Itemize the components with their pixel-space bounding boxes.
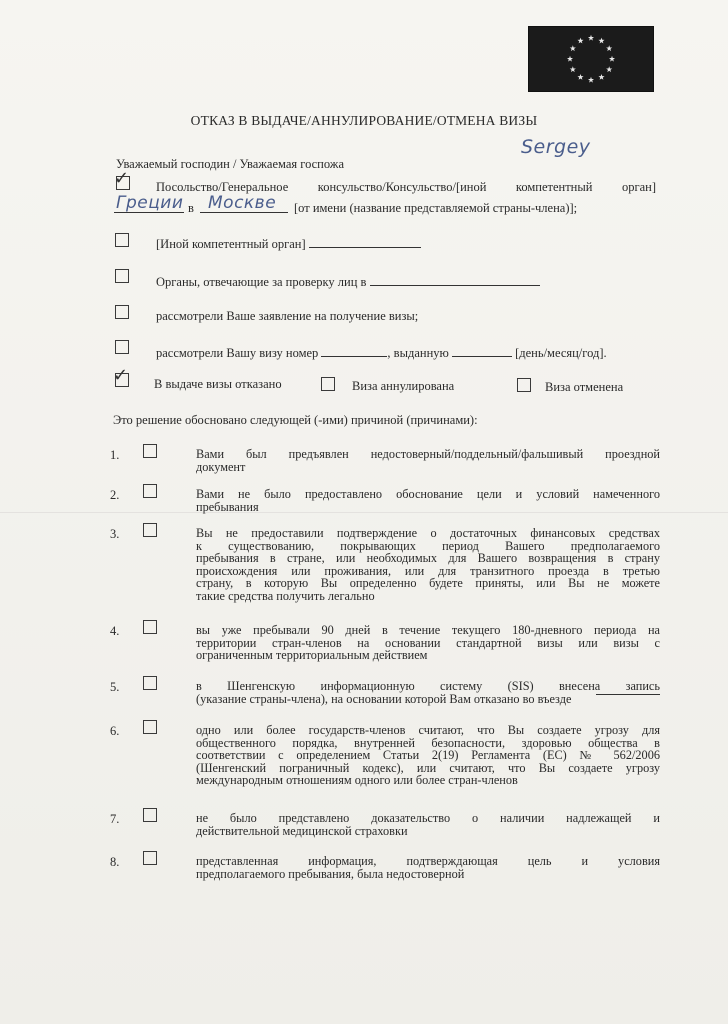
reason-text [196,680,660,705]
reason-text-line: страну, в которую Вы определенно будете приняты, или Вы не можете [196,576,660,590]
reason-checkbox[interactable] [143,808,157,822]
revoked-checkbox[interactable] [517,378,531,392]
annulled-checkbox[interactable] [321,377,335,391]
eu-star-icon [567,56,573,62]
eu-star-icon [609,56,615,62]
reason-text-line: не было представлено доказательство о наличии надлежащей и [196,811,660,825]
reason-number: 3. [110,527,120,541]
other-authority-checkbox[interactable] [115,233,129,247]
reason-number: 4. [110,624,120,638]
reason-checkbox[interactable] [143,676,157,690]
reason-text-line: Вами был предъявлен недостоверный/поддельный/фальшивый проездной [196,447,660,461]
reason-number: 5. [110,680,120,694]
reason-text [196,448,660,473]
reason-text-line: происхождения или проживания, или для транзитного проезда в третью [196,563,660,578]
reason-text [196,624,660,662]
reason-text [196,855,660,880]
refused-label: В выдаче визы отказано [154,377,282,391]
eu-star-icon [606,66,612,72]
border-check-label: Органы, отвечающие за проверку лиц в [156,274,540,290]
reason-number: 2. [110,488,120,502]
eu-star-icon [598,74,604,80]
authority-line-2: [от имени (название представляемой страны-члена)]; [294,201,578,215]
eu-star-icon [577,74,583,80]
reason-text-line: представленная информация, подтверждающая цель и условия [196,854,660,868]
reason-text [196,812,660,837]
reason-text-line: одно или более государств-членов считают, что Вы создаете угрозу для [196,723,660,737]
in-word: в [188,201,194,215]
authority-line: Посольство/Генеральное консульство/Консульство/[иной компетентный орган] [156,180,656,194]
eu-star-icon [577,38,583,44]
reason-text-line: (Шенгенский пограничный кодекс), или считают, что Вы создаете угрозу [196,760,660,775]
reason-text-line: в Шенгенскую информационную систему (SIS) внесена запись [196,679,660,693]
eu-star-icon [606,45,612,51]
reason-text-line: такие средства получить легально [196,588,375,603]
reason-number: 7. [110,812,120,826]
eu-star-icon [588,77,594,83]
reasons-intro: Это решение обосновано следующей (-ими) причиной (причинами): [113,413,478,427]
reason-text-line: пребывания в стране, или необходимых для Вашего возвращения в страну [196,551,660,565]
reason-text [196,527,660,602]
annulled-label: Виза аннулирована [352,379,455,393]
reason-text-line: территории стран-членов на основании стандартной визы или визы с [196,635,660,650]
reason-text-line: документ [196,459,246,474]
reason-number: 1. [110,448,120,462]
checkmark-icon: ✓ [114,168,130,189]
reason-checkbox[interactable] [143,620,157,634]
reviewed-application-label: рассмотрели Ваше заявление на получение визы; [156,309,419,323]
country-underline [114,212,184,213]
handwritten-name: Sergey [521,136,591,158]
country-handwritten: Греции [116,193,184,213]
reason-text [196,724,660,787]
reason-5-blank [596,694,660,695]
revoked-label: Виза отменена [545,380,624,394]
reason-checkbox[interactable] [143,851,157,865]
reason-text-line: предполагаемого пребывания, была недостоверной [196,866,465,881]
reason-text-line: ограниченным территориальным действием [196,648,428,662]
border-check-checkbox[interactable] [115,269,129,283]
reviewed-visa-checkbox[interactable] [115,340,129,354]
reason-text [196,488,660,513]
document-title: ОТКАЗ В ВЫДАЧЕ/АННУЛИРОВАНИЕ/ОТМЕНА ВИЗЫ [190,113,538,128]
reason-text-line: Вы не предоставили подтверждение о достаточных финансовых средствах [196,526,660,540]
reason-text-line: пребывания [196,499,259,514]
checkmark-icon: ✓ [113,365,129,386]
reason-text-line: вы уже пребывали 90 дней в течение текущего 180-дневного периода на [196,623,660,637]
reason-text-line: общественного порядка, внутренней безопасности, здоровью общества в [196,735,660,750]
reason-text-line: Вами не было предоставлено обоснование цели и условий намеченного [196,487,660,501]
eu-star-icon [588,35,594,41]
eu-star-icon [598,38,604,44]
city-underline [200,212,288,213]
reason-text-line: международным отношениям одного или более стран-членов [196,773,518,787]
reason-checkbox[interactable] [143,444,157,458]
reason-text-line: к существованию, покрывающих период Вашего предполагаемого [196,538,660,553]
reviewed-application-checkbox[interactable] [115,305,129,319]
salutation: Уважаемый господин / Уважаемая госпожа [116,157,344,171]
city-handwritten: Москве [208,193,277,213]
reason-checkbox[interactable] [143,720,157,734]
eu-flag-logo [528,26,654,92]
reason-text-line: действительной медицинской страховки [196,823,408,838]
other-authority-label: [Иной компетентный орган] [156,236,421,252]
reason-checkbox[interactable] [143,484,157,498]
reason-text-line: (указание страны-члена), на основании которой Вам отказано во въезде [196,691,572,706]
eu-star-icon [570,45,576,51]
reviewed-visa-label: рассмотрели Вашу визу номер , выданную [день/месяц/год]. [156,346,607,360]
reason-number: 8. [110,855,120,869]
eu-star-icon [570,66,576,72]
reason-text-line: соответствии с определением Статьи 2(19) Регламента (ЕС) № 562/2006 [196,748,660,762]
reason-number: 6. [110,724,120,738]
reason-checkbox[interactable] [143,523,157,537]
